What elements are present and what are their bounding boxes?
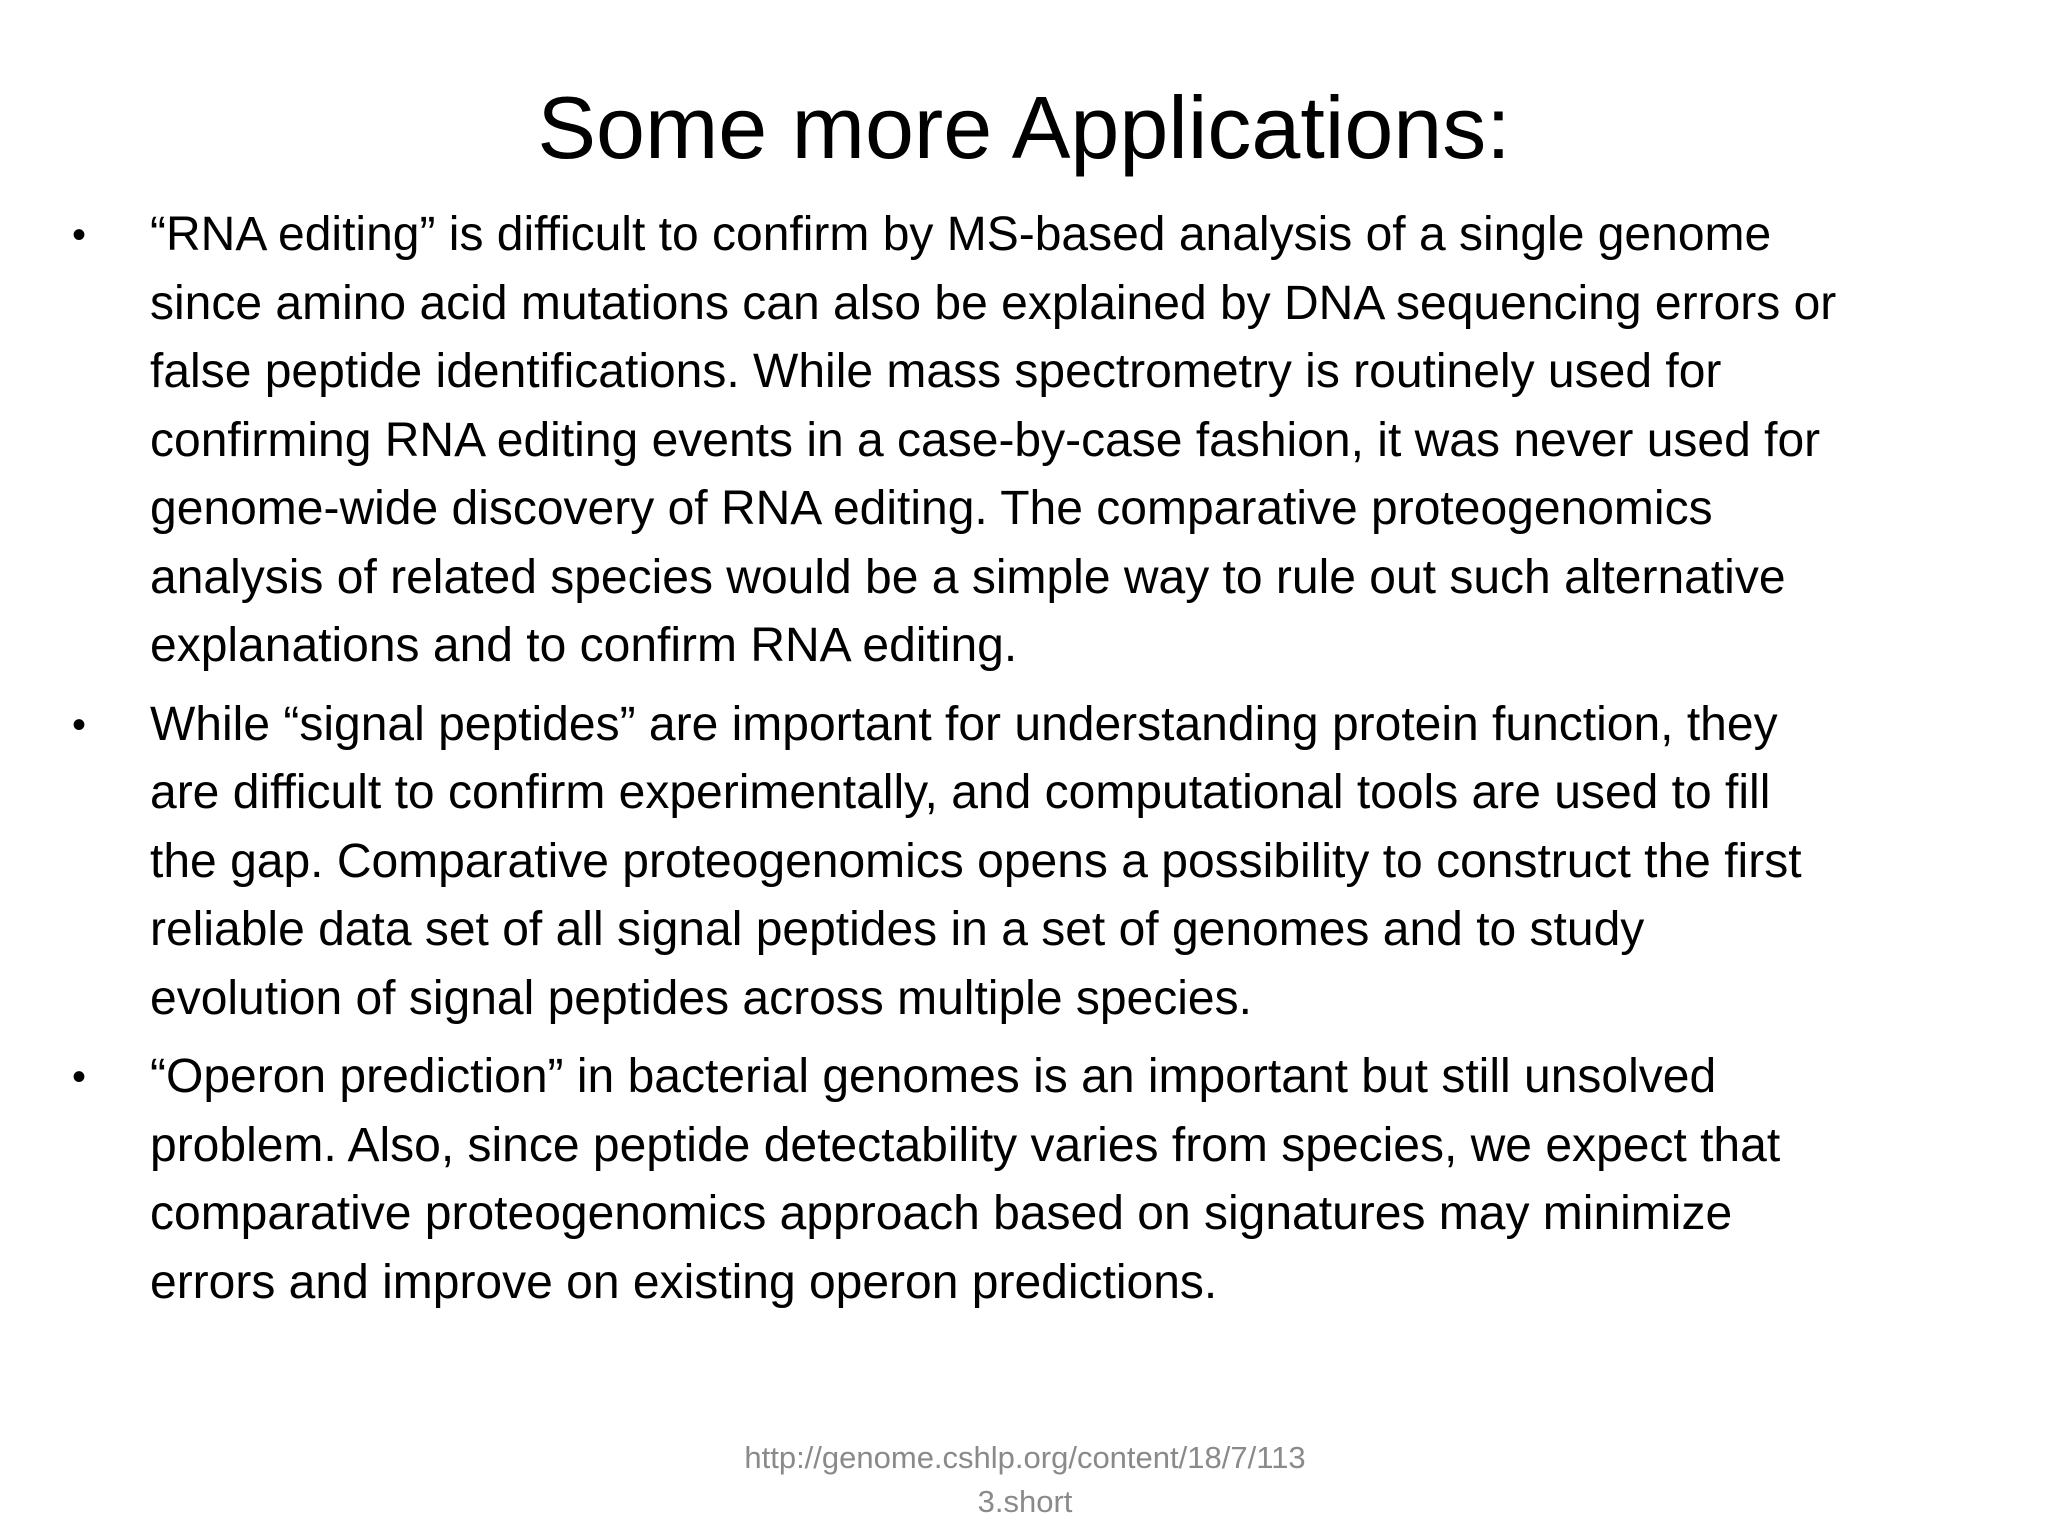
bullet-text-line: the gap. Comparative proteogenomics opens a possibility to construct the first	[150, 834, 1802, 888]
bullet-item-signal-peptides	[72, 691, 2020, 1034]
bullet-text-line: false peptide identifications. While mass spectrometry is routinely used for	[150, 345, 1722, 398]
bullet-icon: •	[72, 213, 87, 257]
bullet-text-line: confirming RNA editing events in a case-by-case fashion, it was never used for	[150, 413, 1821, 467]
source-link-line: http://genome.cshlp.org/content/18/7/113	[744, 1440, 1306, 1475]
bullet-text-line: “RNA editing” is difficult to confirm by MS-based analysis of a single genome	[150, 208, 1772, 261]
source-link-line: 3.short	[977, 1484, 1073, 1519]
bullet-icon: •	[72, 1055, 87, 1099]
bullet-text-line: are difficult to confirm experimentally, and computational tools are used to fill	[150, 766, 1771, 819]
bullet-text-line: explanations and to confirm RNA editing.	[150, 619, 1018, 672]
bullet-text-line: analysis of related species would be a simple way to rule out such alternative	[150, 550, 1786, 604]
bullet-text-line: problem. Also, since peptide detectability varies from species, we expect that	[150, 1118, 1781, 1172]
bullet-item-operon-prediction	[72, 1043, 2020, 1317]
bullet-text-line: While “signal peptides” are important for understanding protein function, they	[150, 697, 1778, 751]
bullet-text-line: comparative proteogenomics approach based on signatures may minimize	[150, 1187, 1733, 1240]
bullet-text-line: errors and improve on existing operon predictions.	[150, 1255, 1218, 1309]
bullet-text-line: reliable data set of all signal peptides in a set of genomes and to study	[150, 903, 1645, 956]
bullet-icon: •	[72, 702, 87, 747]
bullet-text-line: genome-wide discovery of RNA editing. The comparative proteogenomics	[150, 482, 1713, 535]
bullet-item-rna-editing	[72, 201, 2020, 681]
slide-title: Some more Applications:	[537, 78, 1511, 177]
source-link[interactable]	[700, 1436, 1350, 1524]
bullet-list	[72, 201, 2020, 1327]
bullet-text-line: evolution of signal peptides across multiple species.	[150, 971, 1252, 1025]
bullet-text-line: since amino acid mutations can also be explained by DNA sequencing errors or	[150, 276, 1837, 330]
bullet-text-line: “Operon prediction” in bacterial genomes is an important but still unsolved	[150, 1050, 1717, 1103]
